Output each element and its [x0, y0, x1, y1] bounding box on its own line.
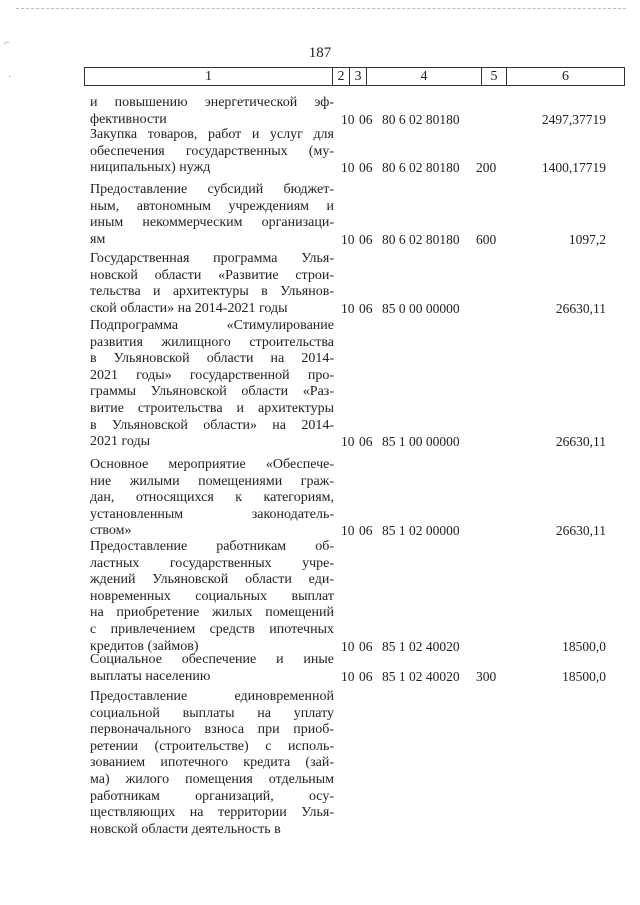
row-description-line: ществляющих на территории Улья- [90, 805, 334, 821]
row-section-code: 10 [341, 300, 355, 316]
row-target-article: 80 6 02 80180 [382, 111, 460, 127]
row-target-article: 85 1 02 00000 [382, 523, 460, 539]
row-expense-type: 600 [476, 231, 497, 247]
header-col-5: 5 [482, 68, 507, 85]
header-col-2: 2 [333, 68, 350, 85]
row-description [90, 251, 334, 317]
row-description-line: обеспечения государственных (му- [90, 143, 334, 159]
header-col-1: 1 [85, 68, 333, 85]
row-expense-type: 200 [476, 160, 497, 176]
row-section-code: 10 [341, 638, 355, 654]
row-subsection-code: 06 [359, 231, 373, 247]
row-description-line: первоначального взноса при приоб- [90, 722, 334, 738]
row-description-line: установленным законодатель- [90, 506, 334, 522]
row-description-line: ние жилыми помещениями граж- [90, 473, 334, 489]
header-col-6: 6 [562, 69, 569, 84]
row-section-code: 10 [341, 231, 355, 247]
scan-margin-mark: ⌐ [4, 38, 10, 49]
row-description-line: выплаты населению [90, 668, 211, 684]
row-description-line: ям [90, 231, 106, 247]
row-description [90, 457, 334, 540]
row-target-article: 80 6 02 80180 [382, 160, 460, 176]
row-description-line: дан, относящихся к категориям, [90, 490, 334, 506]
row-description [90, 539, 334, 655]
row-description-line: Основное мероприятие «Обеспече- [90, 457, 334, 472]
row-description [90, 182, 334, 248]
row-description-line: Государственная программа Улья- [90, 251, 334, 266]
row-description-line: граммы Ульяновской области «Раз- [90, 384, 334, 400]
row-section-code: 10 [341, 160, 355, 176]
row-description-line: фективности [90, 111, 167, 127]
row-description-line: кредитов (займов) [90, 638, 199, 654]
row-amount: 26630,11 [555, 300, 606, 316]
row-description [90, 652, 334, 685]
row-description [90, 689, 334, 838]
row-subsection-code: 06 [359, 638, 373, 654]
table-header-row [84, 67, 625, 86]
row-subsection-code: 06 [359, 523, 373, 539]
row-subsection-code: 06 [359, 160, 373, 176]
row-amount: 26630,11 [555, 434, 606, 450]
row-description-line: на приобретение жилых помещений [90, 605, 334, 621]
row-description-line: Социальное обеспечение и иные [90, 652, 334, 667]
row-description-line: с привлечением средств ипотечных [90, 621, 334, 637]
row-section-code: 10 [341, 434, 355, 450]
row-description-line: зованием ипотечного кредита (зай- [90, 755, 334, 771]
row-amount: 1097,2 [568, 231, 606, 247]
row-description-line: социальной выплаты на уплату [90, 705, 334, 721]
row-description-line: ской области» на 2014-2021 годы [90, 300, 288, 316]
row-target-article: 85 1 02 40020 [382, 638, 460, 654]
row-target-article: 85 1 02 40020 [382, 668, 460, 684]
row-subsection-code: 06 [359, 434, 373, 450]
row-subsection-code: 06 [359, 111, 373, 127]
row-description-line: ным, автономным учреждениям и [90, 198, 334, 214]
row-description [90, 95, 334, 128]
row-description-line: тельства и архитектуры в Ульянов- [90, 284, 334, 300]
row-amount: 2497,37719 [541, 111, 606, 127]
row-target-article: 85 0 00 00000 [382, 300, 460, 316]
row-description-line: Подпрограмма «Стимулирование [90, 318, 334, 333]
row-description-line: Закупка товаров, работ и услуг для [90, 127, 334, 142]
row-description-line: ниципальных) нужд [90, 160, 211, 176]
page-number: 187 [308, 45, 332, 61]
header-col-4: 4 [367, 68, 482, 85]
row-section-code: 10 [341, 668, 355, 684]
row-description-line: Предоставление единовременной [90, 689, 334, 704]
row-section-code: 10 [341, 111, 355, 127]
row-description-line: в Ульяновской области на 2014- [90, 351, 334, 367]
header-col-3: 3 [350, 68, 367, 85]
row-description-line: ма) жилого помещения отдельным [90, 771, 334, 787]
row-description [90, 318, 334, 451]
row-description-line: и повышению энергетической эф- [90, 95, 334, 110]
row-expense-type: 300 [476, 668, 497, 684]
row-description-line: ждений Ульяновской области еди- [90, 572, 334, 588]
row-description-line: 2021 годы» государственной про- [90, 367, 334, 383]
row-description-line: ластных государственных учре- [90, 555, 334, 571]
row-description-line: Предоставление субсидий бюджет- [90, 182, 334, 197]
row-description-line: работникам организаций, осу- [90, 788, 334, 804]
row-target-article: 80 6 02 80180 [382, 231, 460, 247]
row-section-code: 10 [341, 523, 355, 539]
scan-top-edge [16, 8, 626, 9]
row-description-line: новской области «Развитие строи- [90, 267, 334, 283]
row-description [90, 127, 334, 177]
row-description-line: ством» [90, 523, 132, 539]
row-description-line: новской области деятельность в [90, 821, 281, 837]
row-subsection-code: 06 [359, 300, 373, 316]
row-description-line: в Ульяновской области» на 2014- [90, 417, 334, 433]
row-description-line: Предоставление работникам об- [90, 539, 334, 554]
row-description-line: витие строительства и архитектуры [90, 400, 334, 416]
row-description-line: новременных социальных выплат [90, 588, 334, 604]
row-amount: 26630,11 [555, 523, 606, 539]
row-amount: 18500,0 [562, 668, 606, 684]
row-description-line: развития жилищного строительства [90, 334, 334, 350]
row-description-line: ретении (строительстве) с исполь- [90, 738, 334, 754]
row-description-line: иным некоммерческим организаци- [90, 215, 334, 231]
scan-margin-mark: · [8, 72, 12, 83]
row-amount: 18500,0 [562, 638, 606, 654]
row-amount: 1400,17719 [541, 160, 606, 176]
row-subsection-code: 06 [359, 668, 373, 684]
row-target-article: 85 1 00 00000 [382, 434, 460, 450]
row-description-line: 2021 годы [90, 434, 151, 450]
